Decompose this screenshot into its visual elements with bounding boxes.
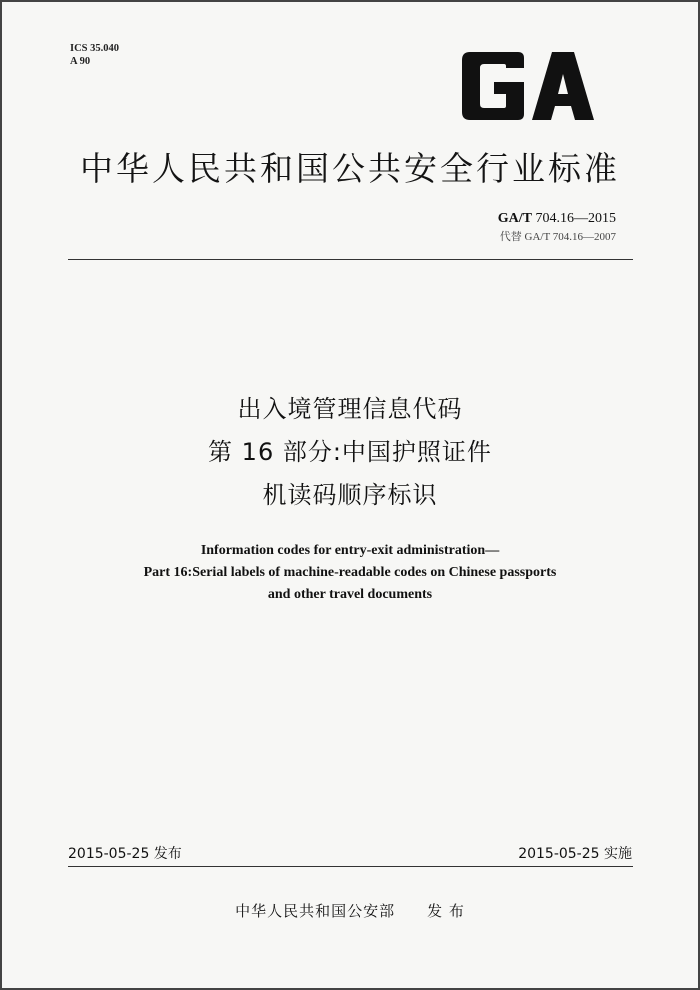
ics-code: ICS 35.040 <box>70 43 120 54</box>
ga-logo-letter-a <box>532 52 594 120</box>
chinese-title <box>0 388 700 517</box>
english-title-line-1: Information codes for entry-exit administration— <box>200 543 500 558</box>
issuer-line <box>0 900 700 921</box>
chinese-title-line-1: 出入境管理信息代码 <box>237 395 463 423</box>
issuer-action: 发 布 <box>427 902 465 920</box>
ga-logo-letter-g <box>462 52 524 120</box>
replaces-note: 代替 GA/T 704.16—2007 <box>499 231 616 243</box>
standard-code-block <box>498 211 616 244</box>
footer-divider <box>68 866 633 867</box>
english-title <box>0 540 700 606</box>
english-title-line-3: and other travel documents <box>267 587 433 602</box>
chinese-title-line-3: 机读码顺序标识 <box>262 481 438 509</box>
page-border-top <box>0 0 700 2</box>
standard-code <box>498 211 616 227</box>
classification-block <box>70 42 119 68</box>
issuer-name: 中华人民共和国公安部 <box>235 902 396 920</box>
ccs-code: A 90 <box>70 56 91 67</box>
header-divider <box>68 259 633 260</box>
implementation-date: 2015-05-25 实施 <box>518 846 632 862</box>
ga-logo <box>458 50 596 122</box>
english-title-line-2: Part 16:Serial labels of machine-readable codes on Chinese passports <box>143 565 557 580</box>
chinese-title-line-2: 第 16 部分:中国护照证件 <box>208 438 492 466</box>
issue-date: 2015-05-25 发布 <box>68 846 182 862</box>
standard-code-prefix: GA/T <box>497 211 532 226</box>
standard-code-number: 704.16—2015 <box>535 211 616 226</box>
standard-type-title: 中华人民共和国公共安全行业标准 <box>80 149 620 188</box>
